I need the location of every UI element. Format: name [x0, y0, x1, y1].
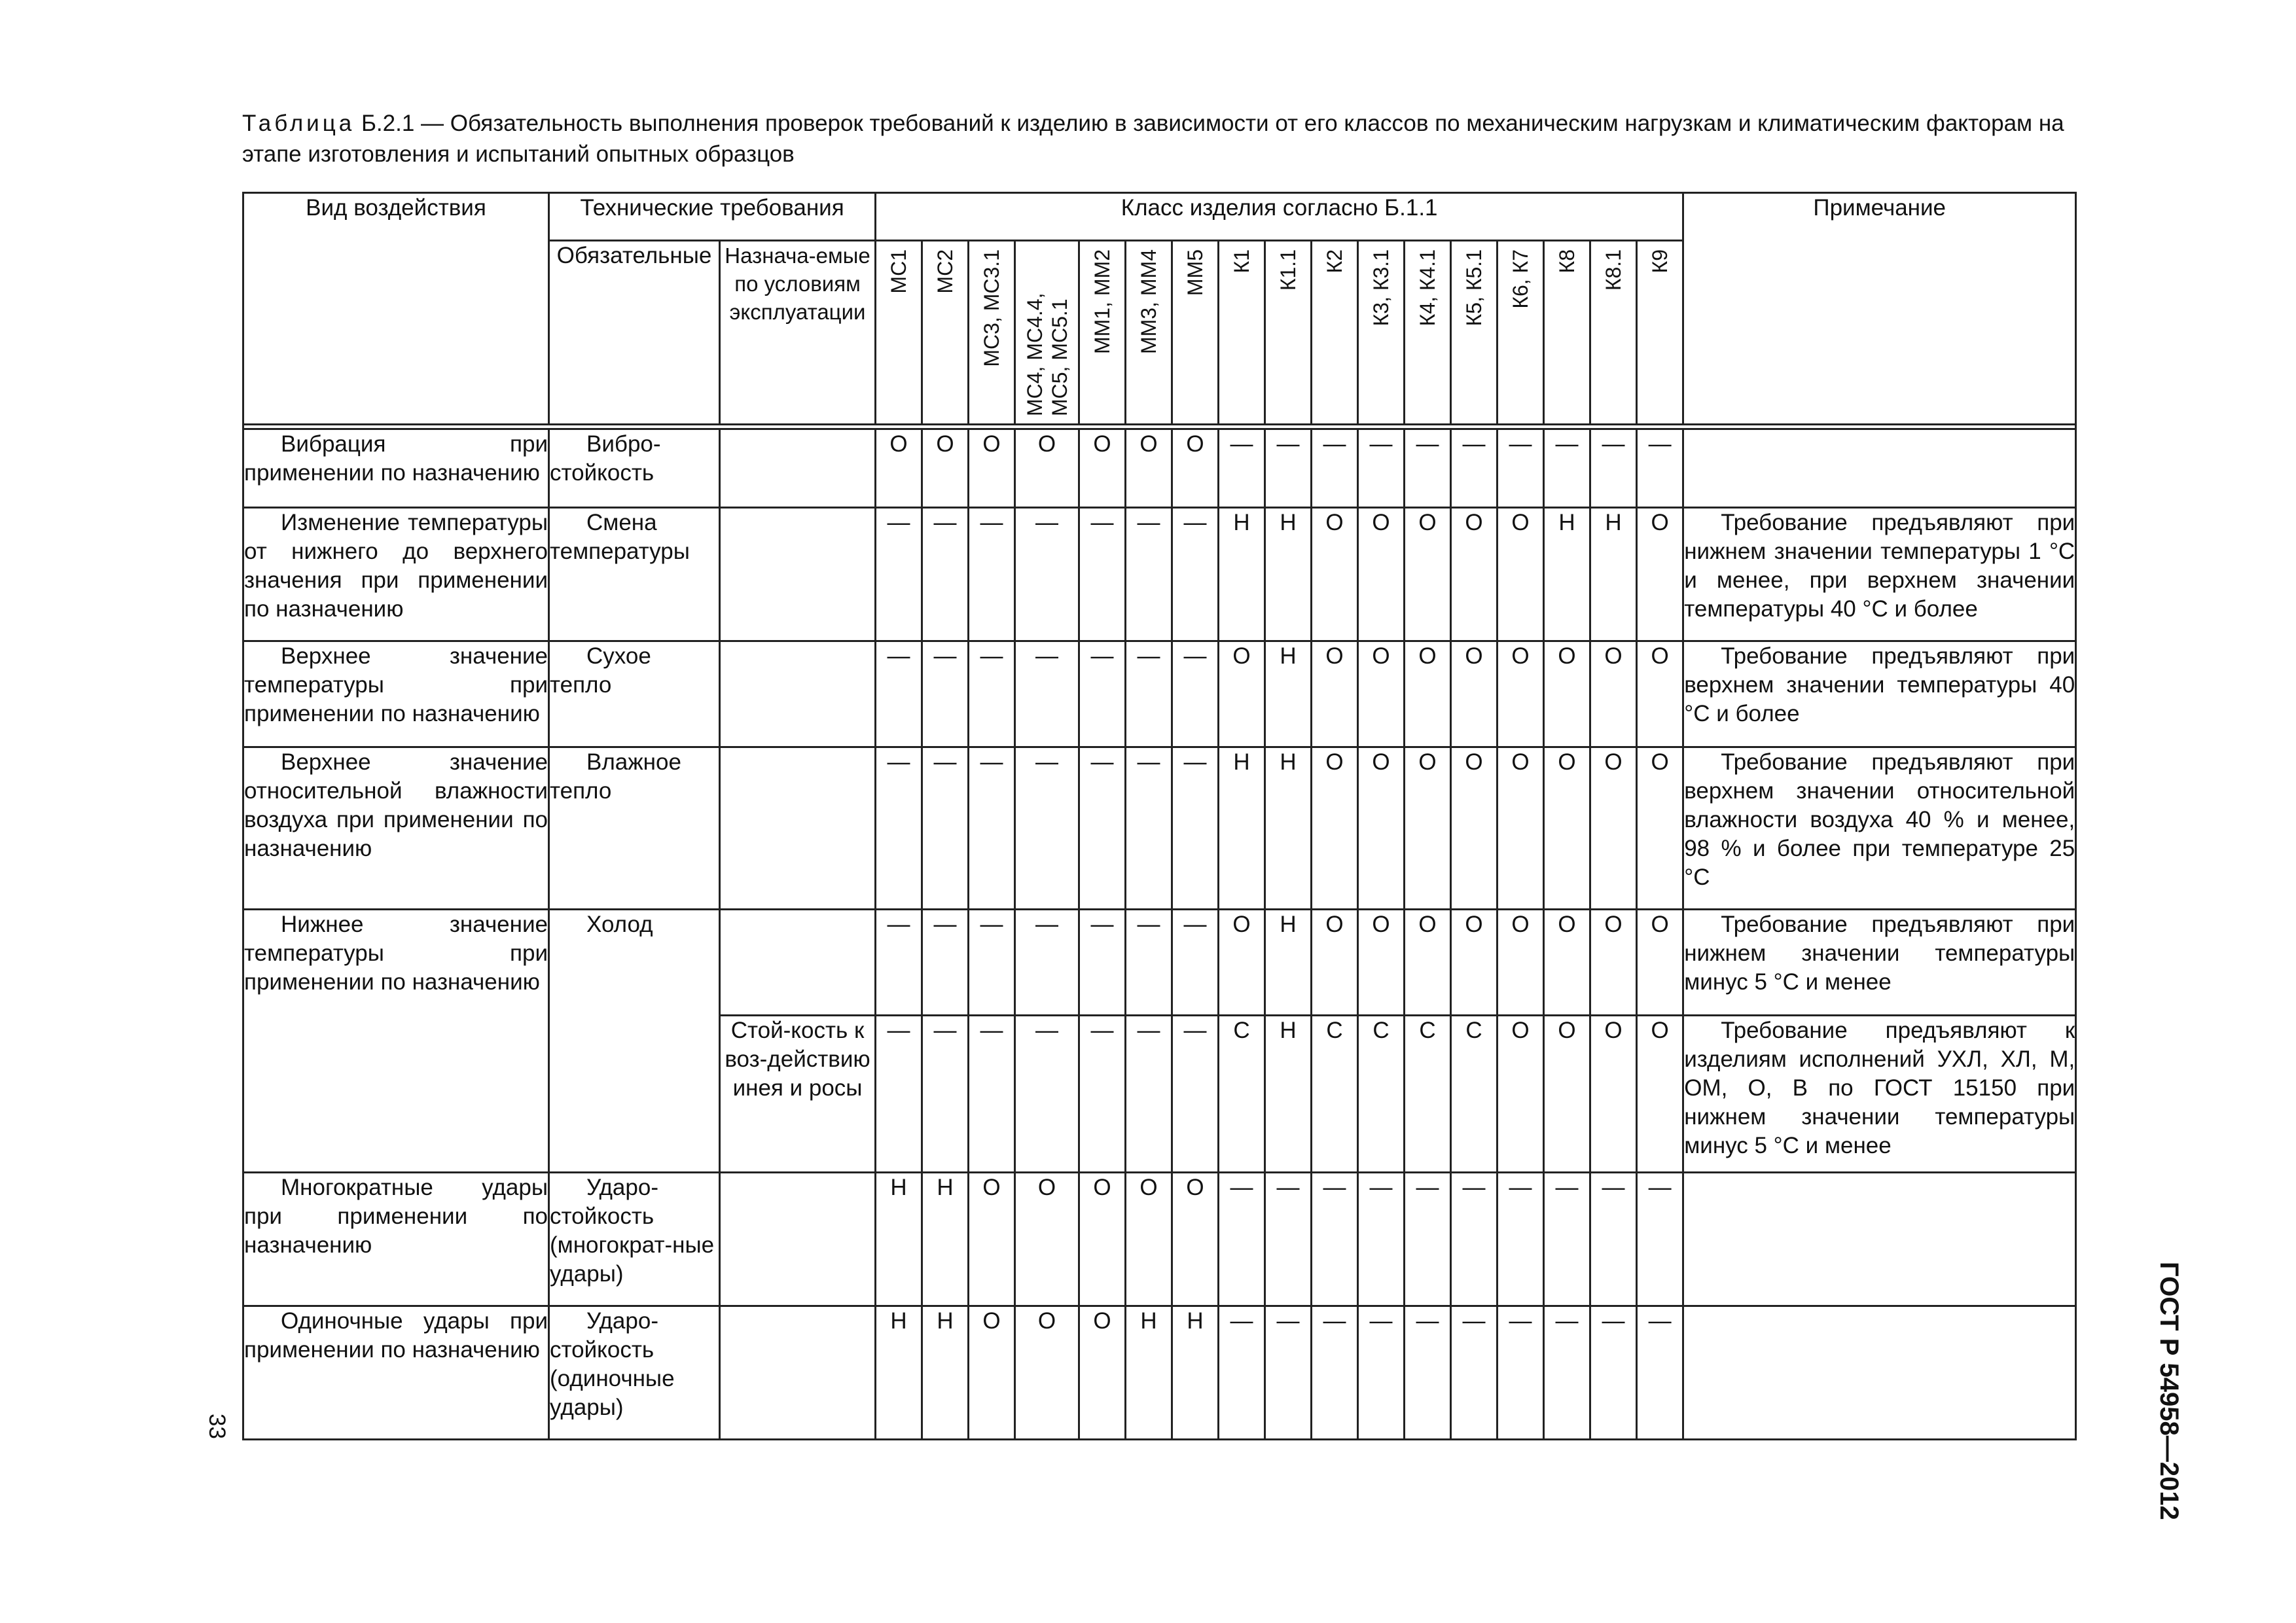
cell-mark: — [1265, 429, 1312, 508]
cell-impact [243, 747, 549, 910]
header-class-label: МС4, МС4.4, МС5, МС5.1 [1022, 293, 1071, 416]
header-class-label: К8.1 [1602, 249, 1626, 291]
header-assigned: Назнача-емые по условиям эксплуатации [720, 241, 876, 425]
header-separator [243, 425, 2076, 429]
cell-mark: — [1358, 1306, 1405, 1440]
cell-required-text: Ударо-стойкость (многократ-ные удары) [550, 1175, 715, 1287]
header-class-label: К8 [1555, 249, 1579, 274]
cell-mark: О [969, 1306, 1015, 1440]
cell-required-text: Холод [586, 912, 653, 937]
cell-mark: С [1451, 1016, 1498, 1173]
cell-required [549, 1173, 720, 1306]
cell-mark: Н [1172, 1306, 1219, 1440]
header-class-label: К1 [1230, 249, 1254, 274]
cell-mark: О [1637, 747, 1683, 910]
cell-mark: — [1544, 429, 1590, 508]
cell-mark: О [1637, 910, 1683, 1016]
cell-mark: — [969, 1016, 1015, 1173]
cell-impact [243, 1173, 549, 1306]
header-class-label: ММ5 [1183, 249, 1208, 296]
cell-mark: О [1015, 1306, 1079, 1440]
header-class-label: ММ3, ММ4 [1137, 249, 1161, 354]
cell-mark: Н [1219, 508, 1265, 641]
cell-impact-text: Верхнее значение температуры при применении по назначению [244, 643, 548, 726]
cell-mark: — [1126, 641, 1172, 747]
header-class-label: К3, К3.1 [1369, 249, 1393, 327]
standard-designation: ГОСТ Р 54958—2012 [2155, 1262, 2183, 1520]
cell-mark: О [1637, 1016, 1683, 1173]
header-class-label: ММ1, ММ2 [1090, 249, 1115, 354]
cell-mark: — [1079, 910, 1126, 1016]
cell-mark: О [1451, 910, 1498, 1016]
header-class-column [1544, 241, 1590, 425]
header-class-column [1015, 241, 1079, 425]
cell-mark: Н [1265, 508, 1312, 641]
caption-lead: Таблица [242, 111, 355, 136]
cell-mark: — [876, 910, 922, 1016]
cell-mark: — [969, 747, 1015, 910]
cell-mark: О [1498, 747, 1544, 910]
cell-mark: — [1544, 1173, 1590, 1306]
cell-note [1683, 1306, 2076, 1440]
cell-mark: — [1498, 1306, 1544, 1440]
cell-assigned [720, 641, 876, 747]
cell-mark: Н [876, 1306, 922, 1440]
table-row [243, 910, 2076, 1016]
cell-mark: О [969, 1173, 1015, 1306]
header-class-label: К6, К7 [1509, 249, 1533, 309]
cell-mark: — [1172, 508, 1219, 641]
cell-mark: — [1126, 910, 1172, 1016]
cell-mark: — [1079, 1016, 1126, 1173]
table-row [243, 429, 2076, 508]
cell-mark: О [1358, 910, 1405, 1016]
cell-mark: О [1015, 1173, 1079, 1306]
cell-mark: — [1405, 429, 1451, 508]
cell-required [549, 508, 720, 641]
cell-mark: — [1219, 1306, 1265, 1440]
cell-mark: О [1590, 747, 1637, 910]
cell-mark: О [1358, 747, 1405, 910]
cell-required-text: Влажное тепло [550, 749, 681, 804]
header-class-column [876, 241, 922, 425]
cell-required [549, 641, 720, 747]
cell-mark: — [922, 747, 969, 910]
header-note: Примечание [1683, 193, 2076, 425]
cell-mark: О [922, 429, 969, 508]
cell-assigned [720, 429, 876, 508]
cell-mark: О [1498, 508, 1544, 641]
header-class-label: К2 [1323, 249, 1347, 274]
cell-mark: О [1405, 910, 1451, 1016]
cell-mark: — [969, 508, 1015, 641]
cell-note-text: Требование предъявляют при нижнем значении температуры 1 °С и менее, при верхнем значении температуры 40 °С и более [1684, 510, 2075, 622]
cell-mark: О [1079, 1306, 1126, 1440]
cell-mark: — [1312, 1173, 1358, 1306]
cell-impact-text: Изменение температуры от нижнего до верхнего значения при применении по назначению [244, 510, 548, 622]
cell-mark: О [1544, 1016, 1590, 1173]
cell-assigned [720, 1306, 876, 1440]
cell-mark: — [1451, 1173, 1498, 1306]
cell-mark: — [876, 747, 922, 910]
cell-mark: О [1544, 910, 1590, 1016]
cell-note-text: Требование предъявляют при верхнем значении относительной влажности воздуха 40 % и менее, 98 % и более при температуре 25 °С [1684, 749, 2075, 890]
cell-mark: О [1590, 1016, 1637, 1173]
header-classes: Класс изделия согласно Б.1.1 [876, 193, 1683, 241]
cell-mark: — [1637, 1173, 1683, 1306]
page-number: 33 [204, 1414, 230, 1439]
cell-required [549, 747, 720, 910]
cell-mark: — [1405, 1173, 1451, 1306]
header-class-column [1451, 241, 1498, 425]
header-class-column [1498, 241, 1544, 425]
table-row [243, 508, 2076, 641]
cell-mark: Н [876, 1173, 922, 1306]
cell-mark: — [969, 910, 1015, 1016]
cell-required [549, 910, 720, 1173]
cell-mark: — [1358, 429, 1405, 508]
cell-mark: Н [1265, 1016, 1312, 1173]
cell-mark: — [1015, 1016, 1079, 1173]
cell-mark: — [876, 641, 922, 747]
cell-assigned: Стой-кость к воз-действию инея и росы [720, 1016, 876, 1173]
cell-mark: О [1172, 1173, 1219, 1306]
cell-impact [243, 429, 549, 508]
header-class-column [1312, 241, 1358, 425]
cell-impact [243, 508, 549, 641]
header-class-column [1219, 241, 1265, 425]
cell-mark: — [876, 1016, 922, 1173]
cell-mark: — [922, 1016, 969, 1173]
cell-mark: Н [1219, 747, 1265, 910]
header-class-label: МС3, МС3.1 [980, 249, 1004, 367]
cell-required-text: Сухое тепло [550, 643, 651, 698]
cell-impact [243, 641, 549, 747]
cell-mark: Н [922, 1306, 969, 1440]
cell-assigned [720, 1173, 876, 1306]
header-class-column [1637, 241, 1683, 425]
cell-mark: — [1015, 747, 1079, 910]
cell-mark: О [1637, 508, 1683, 641]
cell-note [1683, 641, 2076, 747]
cell-required-text: Смена температуры [550, 510, 690, 564]
cell-assigned [720, 747, 876, 910]
header-class-label: К1.1 [1276, 249, 1300, 291]
cell-mark: О [1498, 641, 1544, 747]
cell-mark: — [1544, 1306, 1590, 1440]
cell-note [1683, 910, 2076, 1016]
cell-mark: — [1079, 641, 1126, 747]
cell-mark: О [1079, 1173, 1126, 1306]
cell-mark: О [1498, 910, 1544, 1016]
header-impact: Вид воздействия [243, 193, 549, 425]
header-class-column [969, 241, 1015, 425]
header-class-column [1126, 241, 1172, 425]
cell-mark: — [1219, 1173, 1265, 1306]
cell-mark: О [1219, 641, 1265, 747]
caption-text: Б.2.1 — Обязательность выполнения проверок требований к изделию в зависимости от его классов по механическим нагрузкам и климатическим факторам на этапе изготовления и испытаний опытных образцов [242, 111, 2064, 167]
table-row [243, 747, 2076, 910]
cell-mark: — [1590, 1173, 1637, 1306]
header-class-column [1265, 241, 1312, 425]
cell-impact-text: Многократные удары при применении по назначению [244, 1175, 548, 1258]
cell-impact [243, 910, 549, 1173]
table-row [243, 1173, 2076, 1306]
header-class-column [1590, 241, 1637, 425]
cell-mark: — [1498, 429, 1544, 508]
cell-mark: О [1312, 910, 1358, 1016]
cell-note-text: Требование предъявляют к изделиям исполнений УХЛ, ХЛ, М, ОМ, О, В по ГОСТ 15150 при нижнем значении температуры минус 5 °С и менее [1684, 1018, 2075, 1158]
cell-mark: С [1358, 1016, 1405, 1173]
cell-mark: О [1590, 641, 1637, 747]
table-caption [242, 108, 2075, 169]
cell-mark: О [1312, 508, 1358, 641]
cell-mark: Н [1126, 1306, 1172, 1440]
cell-mark: С [1312, 1016, 1358, 1173]
cell-impact-text: Одиночные удары при применении по назначению [244, 1308, 548, 1363]
cell-mark: О [1451, 747, 1498, 910]
cell-mark: Н [922, 1173, 969, 1306]
cell-mark: С [1219, 1016, 1265, 1173]
cell-mark: О [1451, 641, 1498, 747]
cell-mark: — [1590, 1306, 1637, 1440]
cell-mark: О [1637, 641, 1683, 747]
cell-mark: — [1172, 910, 1219, 1016]
cell-mark: О [1590, 910, 1637, 1016]
table-row [243, 1306, 2076, 1440]
cell-mark: О [1405, 508, 1451, 641]
cell-mark: — [1637, 1306, 1683, 1440]
cell-mark: — [922, 641, 969, 747]
header-class-label: К4, К4.1 [1416, 249, 1440, 327]
cell-mark: — [1172, 641, 1219, 747]
cell-note [1683, 508, 2076, 641]
header-class-column [1172, 241, 1219, 425]
header-class-label: К9 [1648, 249, 1672, 274]
cell-mark: С [1405, 1016, 1451, 1173]
cell-mark: — [1079, 747, 1126, 910]
cell-mark: — [1015, 910, 1079, 1016]
cell-impact-text: Нижнее значение температуры при применении по назначению [244, 912, 548, 995]
cell-note-text: Требование предъявляют при нижнем значении температуры минус 5 °С и менее [1684, 912, 2075, 995]
cell-mark: О [1015, 429, 1079, 508]
cell-required-text: Вибро-стойкость [550, 431, 661, 486]
cell-mark: Н [1265, 747, 1312, 910]
header-class-column [1405, 241, 1451, 425]
cell-note [1683, 747, 2076, 910]
cell-mark: — [922, 508, 969, 641]
cell-mark: — [1126, 1016, 1172, 1173]
cell-mark: Н [1265, 641, 1312, 747]
cell-mark: — [1358, 1173, 1405, 1306]
cell-mark: — [1172, 747, 1219, 910]
cell-mark: О [1079, 429, 1126, 508]
cell-mark: О [969, 429, 1015, 508]
cell-mark: — [1015, 641, 1079, 747]
cell-mark: О [1498, 1016, 1544, 1173]
cell-mark: — [1405, 1306, 1451, 1440]
cell-note-text: Требование предъявляют при верхнем значении температуры 40 °С и более [1684, 643, 2075, 726]
cell-mark: О [1126, 1173, 1172, 1306]
cell-mark: — [1015, 508, 1079, 641]
cell-mark: О [1312, 747, 1358, 910]
table-body [243, 429, 2076, 1440]
cell-mark: О [1312, 641, 1358, 747]
cell-mark: Н [1544, 508, 1590, 641]
cell-mark: — [1265, 1173, 1312, 1306]
cell-mark: О [876, 429, 922, 508]
cell-mark: — [1590, 429, 1637, 508]
cell-mark: — [1498, 1173, 1544, 1306]
header-required: Обязательные [549, 241, 720, 425]
cell-mark: — [1265, 1306, 1312, 1440]
cell-mark: О [1219, 910, 1265, 1016]
cell-note [1683, 1173, 2076, 1306]
cell-impact-text: Вибрация при применении по назначению [244, 431, 548, 486]
cell-mark: О [1126, 429, 1172, 508]
header-class-column [922, 241, 969, 425]
cell-mark: О [1358, 641, 1405, 747]
table-row [243, 641, 2076, 747]
requirements-table [242, 192, 2077, 1440]
cell-mark: О [1358, 508, 1405, 641]
cell-mark: — [1451, 1306, 1498, 1440]
cell-mark: — [922, 910, 969, 1016]
cell-mark: Н [1265, 910, 1312, 1016]
header-tech-requirements: Технические требования [549, 193, 876, 241]
cell-mark: О [1544, 641, 1590, 747]
cell-mark: О [1544, 747, 1590, 910]
cell-mark: — [1637, 429, 1683, 508]
cell-mark: О [1405, 641, 1451, 747]
header-class-column [1358, 241, 1405, 425]
cell-mark: — [1312, 429, 1358, 508]
cell-assigned [720, 508, 876, 641]
cell-mark: — [1079, 508, 1126, 641]
cell-mark: Н [1590, 508, 1637, 641]
cell-impact [243, 1306, 549, 1440]
header-class-column [1079, 241, 1126, 425]
header-class-label: МС1 [887, 249, 911, 294]
cell-required [549, 429, 720, 508]
cell-mark: — [1312, 1306, 1358, 1440]
header-class-label: К5, К5.1 [1462, 249, 1486, 327]
cell-mark: — [1219, 429, 1265, 508]
cell-impact-text: Верхнее значение относительной влажности воздуха при применении по назначению [244, 749, 548, 861]
cell-assigned [720, 910, 876, 1016]
cell-mark: О [1405, 747, 1451, 910]
cell-mark: — [1126, 508, 1172, 641]
cell-note [1683, 429, 2076, 508]
header-class-label: МС2 [933, 249, 958, 294]
cell-required-text: Ударо-стойкость (одиночные удары) [550, 1308, 675, 1420]
cell-mark: — [1172, 1016, 1219, 1173]
cell-mark: — [1451, 429, 1498, 508]
cell-note [1683, 1016, 2076, 1173]
cell-mark: — [876, 508, 922, 641]
cell-mark: О [1451, 508, 1498, 641]
cell-required [549, 1306, 720, 1440]
cell-mark: — [1126, 747, 1172, 910]
cell-mark: — [969, 641, 1015, 747]
cell-mark: О [1172, 429, 1219, 508]
